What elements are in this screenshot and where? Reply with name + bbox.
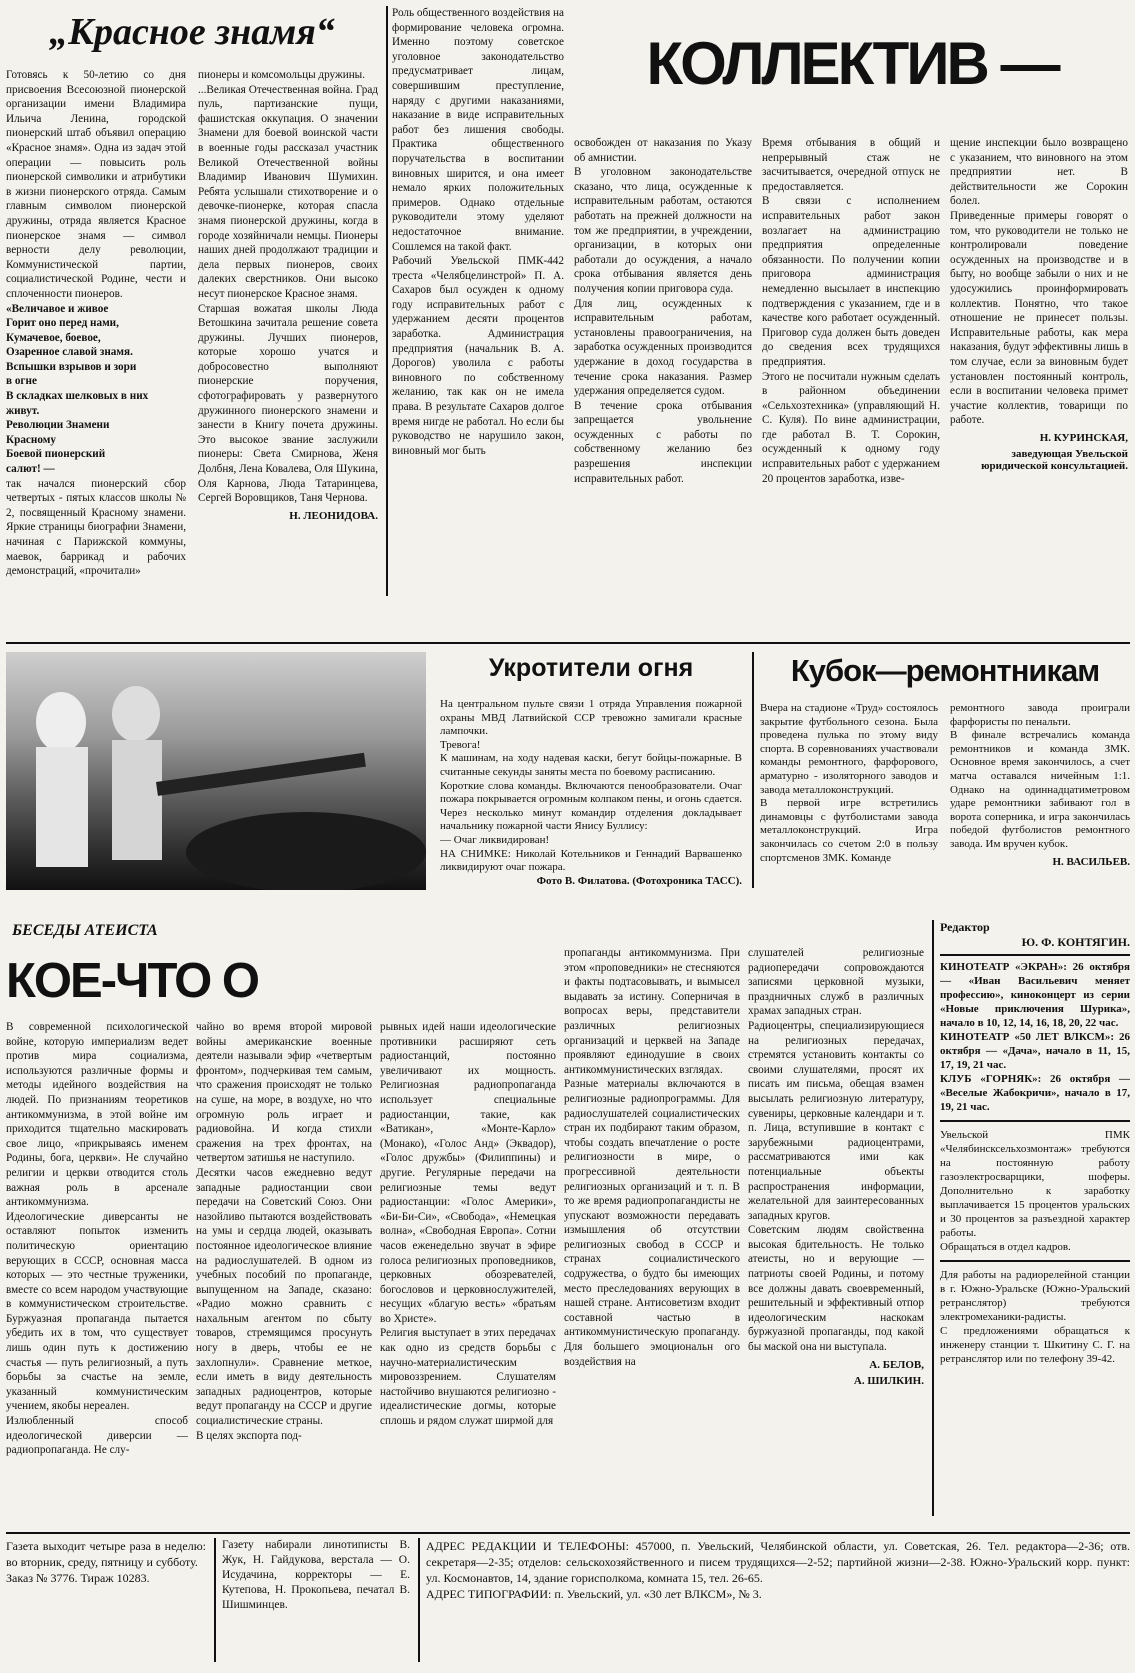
article-text: освобожден от наказания по Указу об амнистии. В уголовном законодательстве сказано, что лица, осужденные к исправительным работам, остаются работать на прежней должности на том же предприятии, в учреждении, организации, в которых они работали до осуждения, а начало срока отбывания является день получения копии приговора суда. Для лиц, осужденных к исправительным работам, установлены правоограничения, на заработка осужденных производится удержание в доход государства в течение срока наказания. Размер удержания определяется судом. В течение срока отбывания запрещается увольнение осужденных с работы по собственному желанию без разрешения инспекции исправительных работ. (574, 137, 752, 485)
footer-staff-block (222, 1538, 410, 1666)
article-column (6, 1020, 188, 1520)
staff-credits: Газету набирали линотиписты В. Жук, Н. Гайдукова, верстала — О. Исудачина, корректоры — Е. Кутепова, Н. Прокопьева, печатал В. Шишминцев. (222, 1539, 410, 1611)
photo-credit: Фото В. Филатова. (Фотохроника ТАСС). (536, 874, 742, 887)
publication-frequency: Газета выходит четыре раза в неделю: во вторник, среду, пятницу и субботу. (6, 1539, 206, 1569)
footer-divider (418, 1538, 420, 1662)
footer (6, 1538, 1130, 1668)
firefighters-photo (6, 652, 426, 890)
poem: «Величавое и живое Горит оно перед нами, Кумачевое, боевое, Озаренное славой знамя. Вспышки взрывов и зори в огне В складках шелковых в них живут. Революции Знамени Красному Боевой пионерский салют! — (6, 302, 149, 476)
order-number: Заказ № 3776. Тираж 10283. (6, 1571, 150, 1585)
article-column (748, 946, 924, 1520)
article-text: так начался пионерский сбор четвертых - пятых классов школы № 2, посвященный Красному знамени. Яркие страницы биографии Знамени, начиная с Парижской коммуны, маевок, баррикад и рабочих демонстраций, «прочитали» (6, 477, 186, 578)
article-cup (760, 652, 1130, 890)
article-column (392, 6, 564, 594)
column-rule (752, 652, 754, 888)
article-column (196, 1020, 372, 1520)
article-column (574, 136, 752, 594)
article-signature: Н. КУРИНСКАЯ, (1039, 431, 1128, 444)
article-fire-tamers (440, 652, 742, 890)
article-text: Вчера на стадионе «Труд» состоялось закрытие футбольного сезона. Была проведена пулька по этому виду спорта. В соревнованиях участвовали команды ремонтного, фарфорового, арматурно - изоляторного заводов и завода металлоконструкций. В первой игре встретились динамовцы с футболистами завода металлоконструкций. Игра закончилась со счетом 2:0 в пользу спортсменов ЗМК. Команде (760, 702, 938, 864)
article-title: КОЛЛЕКТИВ — (646, 30, 1058, 97)
column-rule (932, 920, 934, 1516)
sidebar-rule (940, 1120, 1130, 1122)
article-column (380, 1020, 556, 1520)
article-column (760, 702, 938, 890)
article-text: щение инспекции было возвращено с указанием, что виновного на этом предприятии нет. В действительности же Сорокин болел. Приведенные примеры говорят о том, что руководители не только не контролировали поведение осужденных на производстве и в быту, но вообще забыли о них и не удосужились проинформировать коллектив. Понятно, что такое отношение не принесет пользы. Исправительные работы, как мера наказания, будут эффективны лишь в том случае, если за виновным будет установлен постоянный контроль, если в воспитании человека примет участие коллектив, товарищи по работе. (950, 137, 1128, 427)
article-title: Укротители огня (488, 654, 694, 682)
article-text: рывных идей наши идеологические противники расширяют сеть радиостанций, постоянно увеличивают их мощность. Религиозная радиопропаганда использует специальные радиостанции, такие, как «Ватикан», «Монте-Карло» (Монако), «Голос Анд» (Эквадор), «Голос дружбы» (Филиппины) и другие. Регулярные передачи на религиозные темы ведут радиостанции: «Голос Америки», «Би-Би-Си», «Свобода», «Немецкая волна», «Свободная Европа». Сотни часов еженедельно звучат в эфире голоса религиозных проповедников, церковных обозревателей, богословов и церковнослужителей, несущих «благую весть» «братьям во Христе». Религия выступает в этих передачах как одно из средств борьбы с научно-материалистическим мировоззрением. Слушателям настойчиво внушаются религиозно - идеалистические догмы, которые сплошь и рядом служат ширмой для (380, 1021, 556, 1428)
job-ad: Для работы на радиорелейной станции в г. Южно-Уральске (Южно-Уральский ретранслятор) требуются электромеханики-радисты. С предложениями обращаться к инженеру станции т. Шкитину С. Г. на ретранслятор или по телефону 39-42. (940, 1269, 1130, 1365)
article-text: слушателей религиозные радиопередачи сопровождаются записями церковной музыки, праздничных служб в различных храмах западных стран. Радиоцентры, специализирующиеся на религиозных передачах, стремятся установить контакты со своими слушателями, просят их писать им письма, обещая взамен высылать религиозную литературу, сувениры, церковные календари и т. п. Лица, вступившие в контакт с зарубежными радиоцентрами, рассматриваются ими как потенциальные объекты распространения информации, желательной для заинтересованных западных кругов. Советским людям свойственна высокая бдительность. Не только атеисты, но и верующие — патриоты своей Родины, и потому все должны давать своевременный, решительный и эффективный отпор идеологическим наскокам буржуазной пропаганды, под какой бы маской она ни выступала. (748, 947, 924, 1354)
editor-label: Редактор (940, 920, 990, 934)
sidebar (940, 920, 1130, 1520)
printing-address: АДРЕС ТИПОГРАФИИ: п. Увельский, ул. «30 лет ВЛКСМ», № 3. (426, 1587, 762, 1601)
article-signature: А. БЕЛОВ, (869, 1358, 924, 1371)
article-text: пионеры и комсомольцы дружины. ...Великая Отечественная война. Град пуль, партизанские пущи, фашистская оккупация. О значении Знамени для боевой воинской части в военные годы рассказал участник Великой Отечественной войны Владимир Иванович Шумихин. Ребята услышали стихотворение и о девочке-пионерке, которая спасла знамя пионерской дружины, когда в городе хозяйничали немцы. Пионеры наших дней продолжают традиции и дела первых пионеров, своих далеких сверстников. Они высоко несут пионерское Красное знамя. Старшая вожатая школы Люда Ветошкина зачитала решение совета дружины. Лучших пионеров, которые хорошо учатся и добросовестно выполняют пионерские поручения, сфотографировать у развернутого дружинного пионерского знамени и занести в Книгу почета дружины. Это высокое звание заслужили пионеры: Света Смирнова, Женя Долбня, Лена Ковалева, Оля Шукина, Оля Карнова, Люда Татаринцева, Сергей Воровщиков, Таня Чернова. (198, 69, 378, 505)
article-column (762, 136, 940, 594)
article-text: ремонтного завода проиграли фарфористы по пенальти. В финале встречались команда ремонтников и команда ЗМК. Основное время закончилось, а счет матча оставался ничейным 1:1. Однако на одиннадцатиметровом ударе ремонтники забивают гол в ворота соперника, и игра закончилась победой футболистов ремонтного завода. Им вручен кубок. (950, 702, 1130, 850)
footer-frequency-block (6, 1538, 206, 1666)
section-rule (6, 642, 1130, 644)
article-text: чайно во время второй мировой войны американские военные деятели называли эфир «четвертым фронтом», подчеркивая тем самым, что сражения происходят не только на суше, на море, в воздухе, но что огромную роль играет и радиовойна. И когда стихли сражения на трех фронтах, на четвертом затишья не наступило. Десятки часов ежедневно ведут западные радиостанции свои передачи на Советский Союз. Они назойливо пытаются воздействовать на умы и сердца людей, оказывать постоянное идеологическое влияние на радиослушателей. В одном из учебных пособий по пропаганде, выпущенном на Западе, сказано: «Радио можно сравнить с нахальным агентом по сбыту товаров, стремящимся просунуть ногу в дверь, чтобы ее не захлопнули». Сравнение меткое, если иметь в виду деятельность западных радиоцентров, которые ведут пропаганду на СССР и другие социалистические страны. В целях экспорта под- (196, 1021, 372, 1442)
article-signature: Н. ЛЕОНИДОВА. (289, 509, 378, 522)
article-column (950, 702, 1130, 890)
article-text: Время отбывания в общий и непрерывный стаж не засчитывается, очередной отпуск не предоставляется. В связи с исполнением исправительных работ закон возлагает на администрацию предприятия определенные обязанности. По получении копии приговора администрация немедленно высылает в инспекцию подтверждения с указанием, где и в качестве кого работает осужденный. Приговор суда должен быть доведен до сведения всех трудящихся предприятия. Этого не посчитали нужным сделать в районном объединении «Сельхозтехника» (управляющий Н. С. Куля). По вине администрации, где работал В. Т. Сорокин, осужденный к одному году исправительных работ с удержанием 20 процентов заработка, изве- (762, 137, 940, 485)
job-ad: Увельской ПМК «Челябинсксельхозмонтаж» требуются на постоянную работу газоэлектросварщики, шоферы. Дополнительно к заработку выплачивается 15 процентов уральских и 30 процентов за разъездной характер работы. Обращаться в отдел кадров. (940, 1129, 1130, 1253)
sidebar-rule (940, 1260, 1130, 1262)
column-rule (386, 6, 388, 596)
sidebar-rule (940, 954, 1130, 956)
editorial-address: АДРЕС РЕДАКЦИИ И ТЕЛЕФОНЫ: 457000, п. Увельский, Челябинской области, ул. Советская, 26. Тел. редактора—2-36; отв. секретаря—2-35; отделов: сельскохозяйственного и писем трудящихся—2-52; партийной жизни—2-38. Южно-Уральский корр. пункт: ул. Космонавтов, 14, здание горисполкома, комната 15, тел. 26-65. (426, 1539, 1130, 1585)
article-column (950, 136, 1128, 594)
footer-rule (6, 1532, 1130, 1534)
article-column (198, 68, 378, 593)
article-signature: А. ШИЛКИН. (853, 1374, 924, 1387)
article-title: КОЕ-ЧТО О (6, 954, 259, 1008)
article-column (6, 68, 186, 593)
editor-name: Ю. Ф. КОНТЯГИН. (1021, 935, 1130, 949)
article-text: В современной психологической войне, которую империализм ведет против мира социализма, используются различные формы и методы идейного воздействия на людей. По признаниям теоретиков антикоммунизма, в этой войне им приходится тщательно маскировать свое лицо, «прикрываясь именем Родины, бога, церкви». Не случайно религии и церкви отводится столь важная роль в арсенале антикоммунизма. Идеологические диверсанты не оставляют попыток изменить политическую ориентацию верующих в СССР, основная масса которых — это честные труженики, вместе со всем народом участвующие в коммунистическом строительстве. Буржуазная пропаганда пытается убедить их в том, что существует лишь один путь к достижению счастья — путь религиозный, а путь борьбы за счастье на земле, указанный коммунистическим учением, якобы нереален. Излюбленный способ идеологической диверсии — радиопропаганда. Не слу- (6, 1021, 188, 1457)
article-title: „Красное знамя“ (49, 11, 335, 53)
article-column (440, 698, 742, 890)
article-title: Кубок—ремонтникам (790, 653, 1100, 688)
footer-divider (214, 1538, 216, 1662)
article-red-banner (6, 6, 378, 596)
article-text: пропаганды антикоммунизма. При этом «проповедники» не стесняются и факты подтасовывать, и вымысел выдавать за истину. Соперничая в вопросах веры, представители различных религиозных организаций и церквей на Западе проявляют единодушие в своих антикоммунистических взглядах. Разные материалы включаются в религиозные радиопрограммы. Для радиослушателей социалистических стран их подбирают таким образом, чтобы создать впечатление о росте религиозности в мире, о прогрессивной деятельности религиозных организаций и т. п. В то же время радиопропагандисты не упускают возможности передавать измышления об отсутствии религиозных свобод в СССР и странах социалистического содружества, о будто бы имеющих место преследованиях верующих в нашей стране. Антисоветизм входит составной частью в антикоммунистическую пропаганду. Для большего эмоциональн ого воздействия на (564, 947, 740, 1368)
article-text: Роль общественного воздействия на формирование человека огромна. Именно поэтому советское уголовное законодательство предусматривает лицам, совершившим преступление, наряду с другими наказаниями, наказание в виде исправительных работ без лишения свободы. Практика общественного поручательства в воспитании виновных ширится, и она имеет немало ярких положительных примеров. Однако отдельные руководители этому уделяют недостаточное внимание. Сошлемся на такой факт. Рабочий Увельской ПМК-442 треста «Челябцелинстрой» П. А. Сахаров был осужден к одному году исправительных работ с удержанием десяти процентов заработка. Администрация предприятия (начальник В. А. Дорогов) уволила с работы виновного по собственному желанию, так как он не имела права. В результате Сахаров долгое время нигде не работал. Но если бы руководство не нарушило закон, виновный мог быть (392, 7, 564, 457)
article-atheist (6, 920, 924, 1520)
article-collective (392, 6, 1130, 596)
article-text: Готовясь к 50-летию со дня присвоения Всесоюзной пионерской организации имени Владимира Ильича Ленина, городской пионерский штаб объявил операцию «Красное знамя». Одна из задач этой операции — повысить роль пионерской символики и атрибутики в жизни пионерского отряда. Самым главным символом пионерской дружины, отряда является Красное пионерское знамя — символ верности делу революции, Коммунистической партии, социалистической Родине, чести и сплоченности пионеров. (6, 69, 186, 300)
cinema-listing: КИНОТЕАТР «ЭКРАН»: 26 октября — «Иван Васильевич меняет профессию», киноконцерт из серии «Новые приключения Шурика», начало в 10, 12, 14, 16, 18, 20, 22 час. КИНОТЕАТР «50 ЛЕТ ВЛКСМ»: 26 октября — «Дача», начало в 11, 15, 17, 19, 21 час. КЛУБ «ГОРНЯК»: 26 октября — «Веселые Жабокричи», начало в 17, 19, 21 час. (940, 961, 1130, 1113)
article-signature: Н. ВАСИЛЬЕВ. (1052, 855, 1130, 868)
rubric: БЕСЕДЫ АТЕИСТА (12, 922, 158, 939)
article-text: На центральном пульте связи 1 отряда Управления пожарной охраны МВД Латвийской ССР тревожно замигали красные лампочки. Тревога! К машинам, на ходу надевая каски, бегут бойцы-пожарные. В считанные секунды заняты места по боевому расписанию. Короткие слова команды. Включаются пенообразователи. Очаг пожара покрывается огромным колпаком пены, и огонь сдается. Через несколько минут командир отделения докладывает начальнику пожарной части Янису Буллису: — Очаг ликвидирован! НА СНИМКЕ: Николай Котельников и Геннадий Варвашенко ликвидируют очаг пожара. (440, 698, 742, 874)
firefighters-image (6, 652, 426, 890)
article-column (564, 946, 740, 1520)
signature-role: заведующая Увельской юридической консультацией. (981, 447, 1128, 472)
footer-address-block (426, 1538, 1130, 1666)
